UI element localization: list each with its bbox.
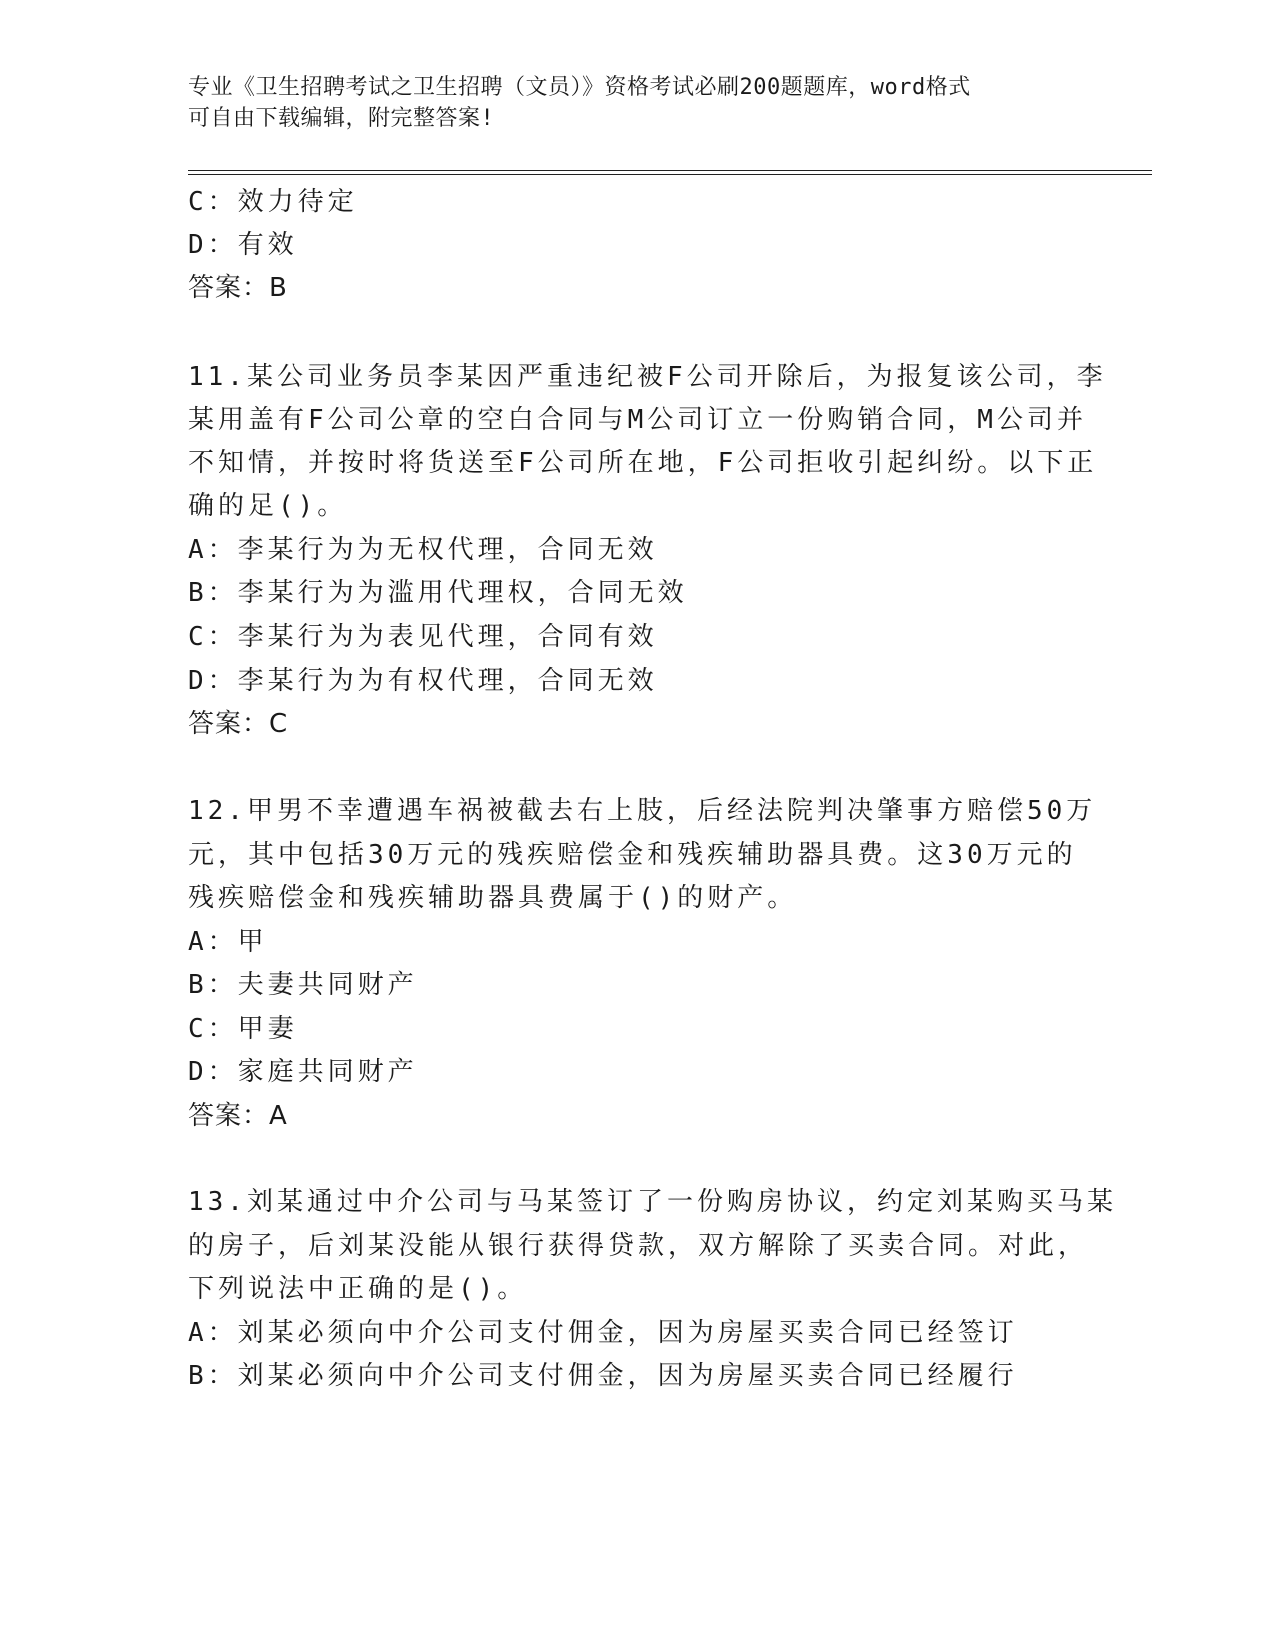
- q12-text-line-3: 残疾赔偿金和残疾辅助器具费属于()的财产。: [188, 883, 798, 913]
- prev-option-d: D：有效: [188, 230, 298, 260]
- header-line-1: 专业《卫生招聘考试之卫生招聘（文员）》资格考试必刷200题题库，word格式: [188, 75, 971, 100]
- q13-text-line-1: 13.刘某通过中介公司与马某签订了一份购房协议，约定刘某购买马某: [188, 1187, 1117, 1217]
- document-header: [188, 72, 1088, 134]
- prev-answer: 答案：B: [188, 273, 288, 303]
- prev-option-c: C：效力待定: [188, 187, 358, 217]
- q11-text-line-1: 11.某公司业务员李某因严重违纪被F公司开除后，为报复该公司，李: [188, 362, 1107, 392]
- q12-text-line-1: 12.甲男不幸遭遇车祸被截去右上肢，后经法院判决肇事方赔偿50万: [188, 796, 1097, 826]
- q11-option-a: A：李某行为为无权代理，合同无效: [188, 535, 658, 565]
- q11-text-line-2: 某用盖有F公司公章的空白合同与M公司订立一份购销合同，M公司并: [188, 405, 1087, 435]
- q12-option-b: B：夫妻共同财产: [188, 970, 418, 1000]
- q11-option-b: B：李某行为为滥用代理权，合同无效: [188, 578, 688, 608]
- q13-option-b: B：刘某必须向中介公司支付佣金，因为房屋买卖合同已经履行: [188, 1361, 1018, 1391]
- header-rule-bottom: [188, 174, 1152, 175]
- q11-answer: 答案：C: [188, 709, 289, 739]
- q12-option-a: A：甲: [188, 927, 268, 957]
- q11-option-c: C：李某行为为表见代理，合同有效: [188, 622, 658, 652]
- q13-text-line-2: 的房子，后刘某没能从银行获得贷款，双方解除了买卖合同。对此，: [188, 1231, 1089, 1261]
- q12-text-line-2: 元，其中包括30万元的残疾赔偿金和残疾辅助器具费。这30万元的: [188, 840, 1077, 870]
- q11-text-line-4: 确的足()。: [188, 491, 348, 521]
- q11-option-d: D：李某行为为有权代理，合同无效: [188, 666, 658, 696]
- q12-option-d: D：家庭共同财产: [188, 1057, 418, 1087]
- q12-option-c: C：甲妻: [188, 1014, 298, 1044]
- q11-text-line-3: 不知情，并按时将货送至F公司所在地，F公司拒收引起纠纷。以下正: [188, 448, 1098, 478]
- q13-option-a: A：刘某必须向中介公司支付佣金，因为房屋买卖合同已经签订: [188, 1318, 1018, 1348]
- q13-text-line-3: 下列说法中正确的是()。: [188, 1274, 528, 1304]
- header-rule-top: [188, 170, 1152, 171]
- header-line-2: 可自由下载编辑，附完整答案!: [188, 106, 495, 131]
- q12-answer: 答案：A: [188, 1101, 288, 1131]
